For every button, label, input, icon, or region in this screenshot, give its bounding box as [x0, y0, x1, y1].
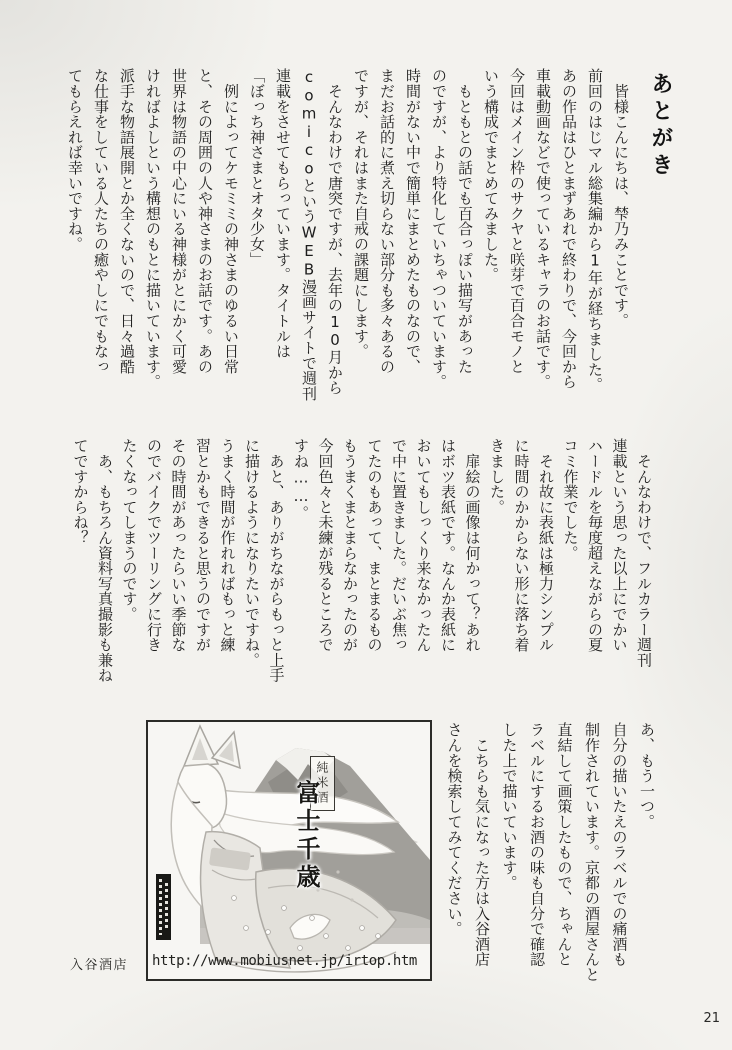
- text-column: に時間のかからない形に落ち着: [512, 438, 531, 653]
- text-column: な仕事をしている人たちの癒やしにでもなっ: [92, 68, 110, 374]
- text-column: 前回のはじマル総集編から1年が経ちました。: [586, 68, 604, 393]
- text-column: 扉絵の画像は何かって？あれ: [463, 438, 482, 653]
- strip-text-marks: [165, 883, 168, 931]
- text-column: と、その周囲の人や神さまのお話です。あの: [196, 68, 214, 374]
- text-column: たくなってしまうのです。: [120, 438, 139, 622]
- text-column: comicoというWEB漫画サイトで週刊: [300, 68, 318, 401]
- junmai-label-box: 純米酒: [310, 756, 335, 811]
- text-column: ければよしという構想のもとに描いています。: [144, 68, 162, 390]
- text-column: てもらえれば幸いですね。: [66, 68, 84, 252]
- text-column: こちらも気になった方は入谷酒店: [473, 722, 491, 967]
- text-column: てですからね？: [71, 438, 90, 546]
- text-column: 連載をさせてもらっています。タイトルは: [274, 68, 292, 359]
- text-column: そんなわけで唐突ですが、去年の10月から: [326, 68, 344, 396]
- producer-label-strip: [156, 874, 171, 940]
- text-column: おいてもしっくり来なかったん: [414, 438, 433, 653]
- text-column: てたのもあって、まとまるもの: [365, 438, 384, 653]
- afterword-text-block-3: [436, 722, 660, 992]
- text-column: ラベルにするお酒の味も自分で確認: [528, 722, 546, 967]
- shop-url: http://www.mobiusnet.jp/irtop.htm: [152, 953, 417, 969]
- text-column: うまく時間が作れればもっと練: [218, 438, 237, 653]
- text-column: で中に置きました。だいぶ焦っ: [390, 438, 408, 653]
- text-column: それ故に表紙は極力シンプル: [537, 438, 555, 653]
- sake-label-illustration: [146, 720, 432, 981]
- text-column: さんを検索してみてください。: [445, 722, 464, 937]
- text-column: 習とかもできると思うのですが: [194, 438, 212, 653]
- text-column: 制作されています。京都の酒屋さんと: [583, 722, 601, 983]
- text-column: あの作品はひとまずあれで終わりで、今回から: [560, 68, 578, 390]
- text-column: 今回はメイン枠のサクヤと咲芽で百合モノと: [508, 68, 526, 374]
- text-column: ですが、それはまた自戒の課題にします。: [352, 68, 370, 359]
- afterword-text-block-1: [60, 68, 634, 418]
- text-column: のですが、より特化していちゃついています。: [430, 68, 448, 390]
- text-column: 皆様こんにちは、梺乃みことです。: [612, 68, 630, 329]
- text-column: もともとの話でも百合っぽい描写があった: [456, 68, 474, 374]
- text-column: 世界は物語の中心にいる神様がとにかく可愛: [170, 68, 188, 374]
- text-column: 連載という思った以上にでかい: [610, 438, 629, 653]
- text-column: 「ぼっち神さまとオタ少女」: [248, 68, 266, 267]
- text-column: まだお話的に煮え切らない部分も多々あるの: [378, 68, 396, 374]
- text-column: コミ作業でした。: [561, 438, 580, 561]
- text-column: 今回色々と未練が残るところで: [316, 438, 335, 653]
- text-column: に描けるようになりたいですね。: [243, 438, 261, 668]
- text-column: あと、ありがちながらもっと上手: [267, 438, 286, 683]
- strip-text-marks: [159, 879, 162, 935]
- shop-name: 入谷酒店: [70, 958, 129, 973]
- text-column: きました。: [488, 438, 506, 515]
- text-column: ハードルを毎度超えながらの夏: [586, 438, 604, 653]
- text-column: すね……。: [292, 438, 310, 521]
- text-column: 派手な物語展開とか全くないので、日々過酷: [118, 68, 136, 374]
- sake-name-fuji-chitose: 富士千歳: [292, 780, 321, 892]
- text-column: のでバイクでツーリングに行き: [145, 438, 163, 653]
- text-column: もうまくまとまらなかったのが: [341, 438, 359, 653]
- text-column: あ、もちろん資料写真撮影も兼ね: [96, 438, 114, 683]
- page-number: 21: [703, 1011, 720, 1026]
- afterword-text-block-2: [66, 438, 656, 708]
- text-column: 直結して画策したもので、ちゃんと: [555, 722, 574, 967]
- text-column: 自分の描いたえのラベルでの痛酒も: [610, 722, 629, 967]
- text-column: した上で描いています。: [500, 722, 519, 891]
- text-column: 車載動画などで使っているキャラのお話です。: [534, 68, 552, 390]
- text-column: 例によってケモミミの神さまのゆるい日常: [222, 68, 240, 374]
- text-column: そんなわけで、フルカラー週刊: [635, 438, 653, 668]
- text-column: 時間がない中で簡単にまとめたものなので、: [404, 68, 422, 374]
- text-column: はボツ表紙です。なんか表紙に: [439, 438, 457, 653]
- text-column: その時間があったらいい季節な: [169, 438, 188, 653]
- page-title: あとがき: [648, 72, 673, 180]
- text-column: いう構成でまとめてみました。: [482, 68, 500, 283]
- text-column: あ、もう一つ。: [638, 722, 656, 830]
